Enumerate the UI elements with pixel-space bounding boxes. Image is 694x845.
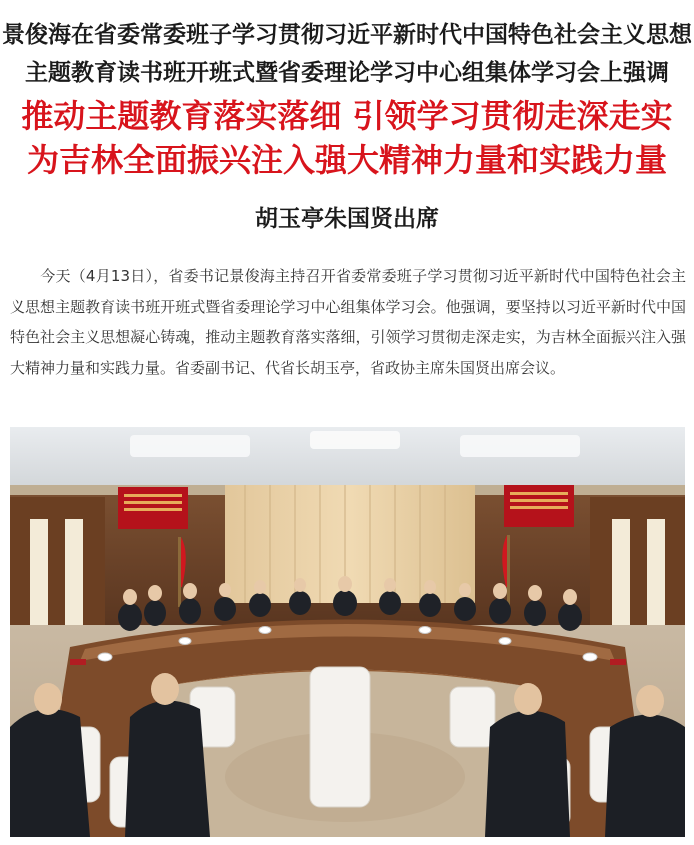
subheadline-line-2: 主题教育读书班开班式暨省委理论学习中心组集体学习会上强调 (25, 59, 669, 86)
headline-line-1: 推动主题教育落实落细 引领学习贯彻走深走实 (21, 97, 673, 135)
subheadline-line-1: 景俊海在省委常委班子学习贯彻习近平新时代中国特色社会主义思想 (2, 21, 692, 48)
attendance-line: 胡玉亭朱国贤出席 (255, 205, 439, 232)
headline-line-2: 为吉林全面振兴注入强大精神力量和实践力量 (26, 141, 667, 179)
meeting-room-illustration (10, 427, 685, 837)
article-body (10, 261, 686, 383)
meeting-room-photo (10, 427, 685, 837)
article-body-text: 今天（4月13日），省委书记景俊海主持召开省委常委班子学习贯彻习近平新时代中国特色社会主义思想主题教育读书班开班式暨省委理论学习中心组集体学习会。他强调，要坚持以习近平新时代中国特色社会主义思想凝心铸魂，推动主题教育落实落细，引领学习贯彻走深走实，为吉林全面振兴注入强大精神力量和实践力量。省委副书记、代省长胡玉亭，省政协主席朱国贤出席会议。 (10, 267, 686, 377)
